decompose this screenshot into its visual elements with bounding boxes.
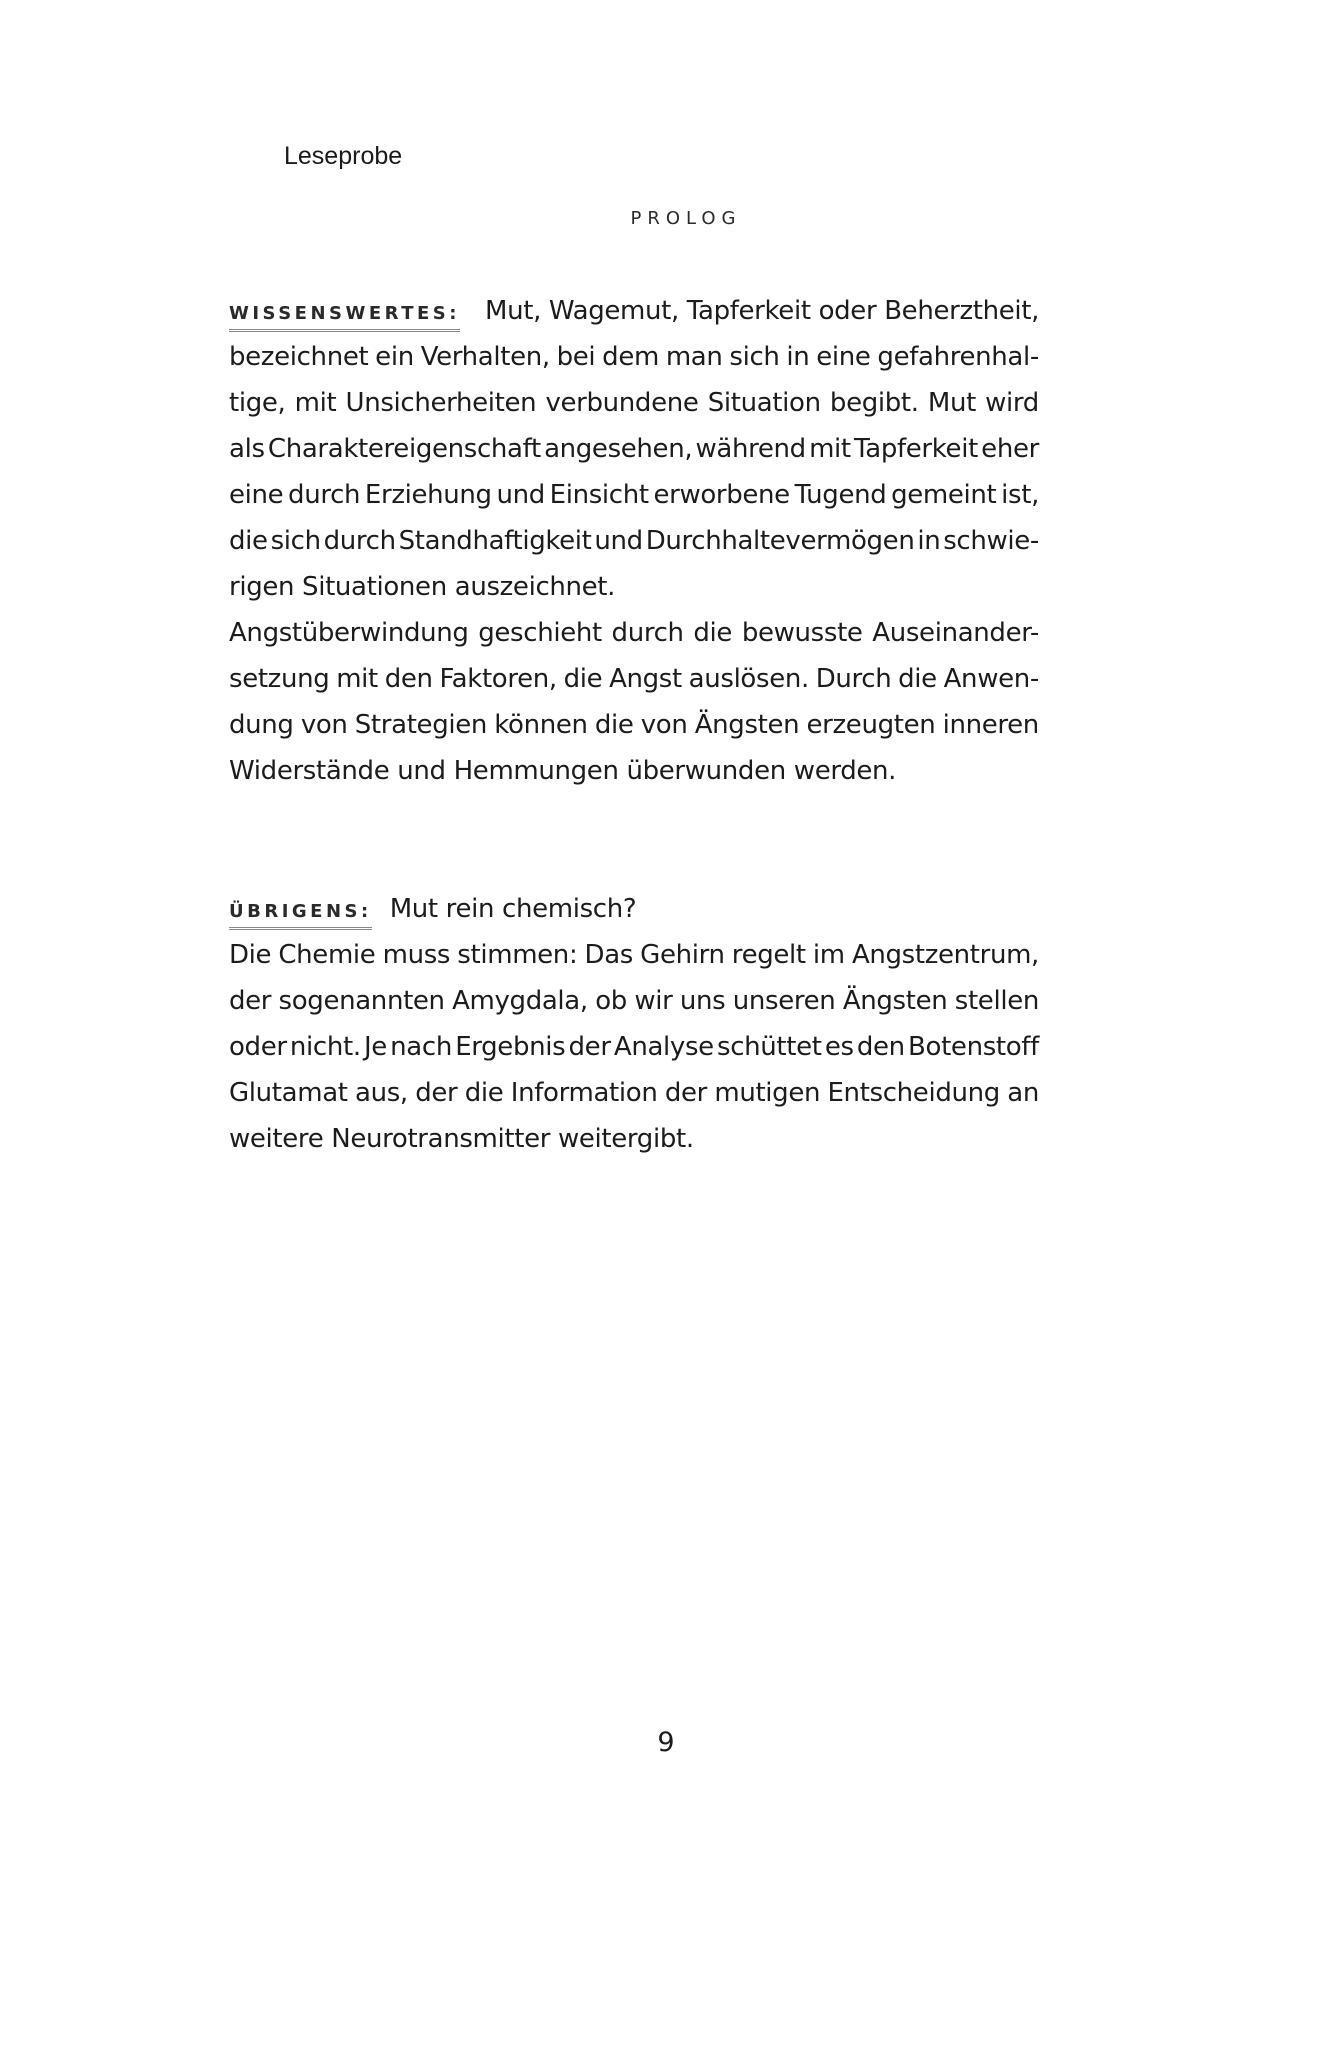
leseprobe-label: Leseprobe <box>284 142 403 170</box>
text-line: Angstüberwindung geschieht durch die bewusste Auseinander- <box>229 618 1039 648</box>
text-line: als Charaktereigenschaft angesehen, während mit Tapferkeit eher <box>229 434 1039 464</box>
text-line: oder nicht. Je nach Ergebnis der Analyse schüttet es den Botenstoff <box>229 1032 1039 1062</box>
text-line: dung von Strategien können die von Ängsten erzeugten inneren <box>229 710 1039 740</box>
text-line: eine durch Erziehung und Einsicht erworbene Tugend gemeint ist, <box>229 480 1039 510</box>
text-line: setzung mit den Faktoren, die Angst auslösen. Durch die Anwen- <box>229 664 1039 694</box>
text-line: tige, mit Unsicherheiten verbundene Situation begibt. Mut wird <box>229 388 1039 418</box>
uebrigens-section <box>229 886 1039 1162</box>
text-line: der sogenannten Amygdala, ob wir uns unseren Ängsten stellen <box>229 986 1039 1016</box>
page-number: 9 <box>657 1727 675 1758</box>
wissenswertes-label: WISSENSWERTES: <box>229 302 460 332</box>
uebrigens-question: Mut rein chemisch? <box>389 894 637 924</box>
text-line: Die Chemie muss stimmen: Das Gehirn regelt im Angstzentrum, <box>229 940 1039 970</box>
text-line: Glutamat aus, der die Information der mutigen Entscheidung an <box>229 1078 1039 1108</box>
wissenswertes-section <box>229 288 1039 794</box>
text-line: Mut, Wagemut, Tapferkeit oder Beherztheit, <box>485 296 1039 326</box>
uebrigens-first-line <box>229 886 1039 932</box>
text-line: die sich durch Standhaftigkeit und Durchhaltevermögen in schwie- <box>229 526 1039 556</box>
text-line: weitere Neurotransmitter weitergibt. <box>229 1124 694 1154</box>
uebrigens-label: ÜBRIGENS: <box>229 900 372 930</box>
wissenswertes-first-line <box>229 288 1039 334</box>
text-line: bezeichnet ein Verhalten, bei dem man sich in eine gefahrenhal- <box>229 342 1039 372</box>
running-head: PROLOG <box>630 208 742 229</box>
text-line: Widerstände und Hemmungen überwunden werden. <box>229 756 897 786</box>
text-line: rigen Situationen auszeichnet. <box>229 572 616 602</box>
